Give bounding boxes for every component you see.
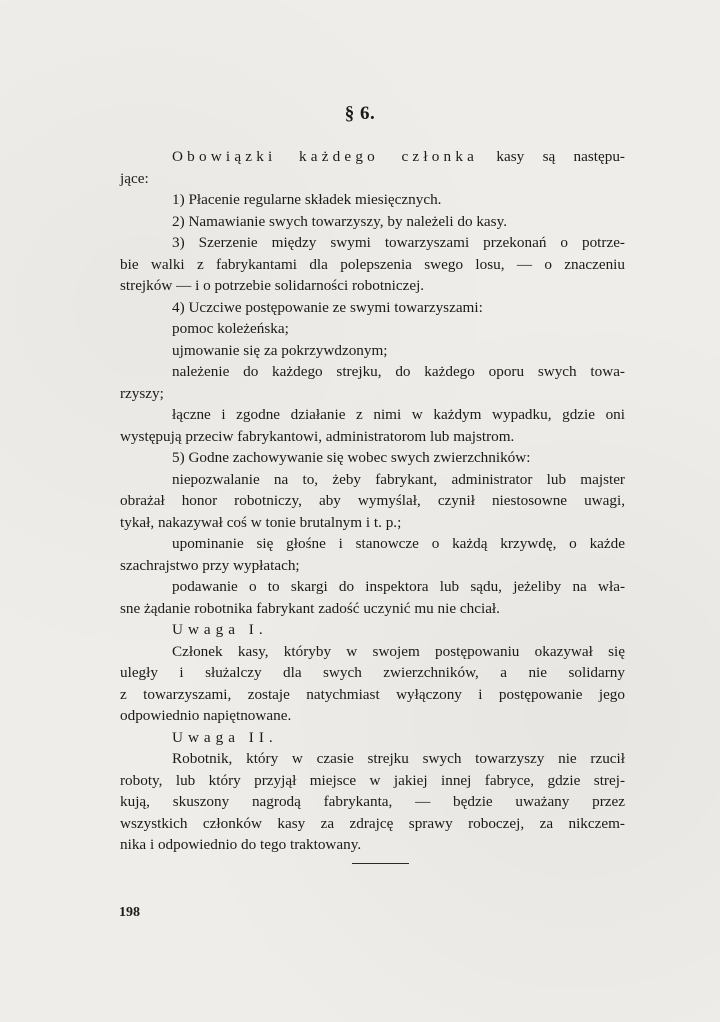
- sub-item: pomoc koleżeńska;: [172, 320, 289, 337]
- note-2-line: nika i odpowiednio do tego traktowany.: [120, 836, 362, 853]
- note-1-line: odpowiednio napiętnowane.: [120, 707, 292, 724]
- list-item-5: 5) Godne zachowywanie się wobec swych zwierzchników:: [172, 449, 531, 466]
- paragraph-line: szachrajstwo przy wypłatach;: [120, 556, 300, 574]
- sub-item: podawanie o to skargi do inspektora lub sądu, jeżeliby na wła-: [172, 578, 625, 595]
- paragraph-intro-line: [120, 146, 625, 168]
- note-2-line: roboty, lub który przyjął miejsce w jakiej innej fabryce, gdzie strej-: [120, 771, 625, 789]
- note-2-line: Robotnik, który w czasie strejku swych towarzyszy nie rzucił: [172, 750, 625, 767]
- sub-item: należenie do każdego strejku, do każdego oporu swych towa-: [172, 363, 625, 380]
- paragraph-line: obrażał honor robotniczy, aby wymyślał, czynił niestosowne uwagi,: [120, 492, 625, 509]
- page-number: 198: [119, 905, 140, 920]
- note-1-line: uległy i służalczy dla swych zwierzchników, a nie solidarny: [120, 664, 625, 681]
- section-divider: [352, 863, 409, 864]
- list-item-4: 4) Uczciwe postępowanie ze swymi towarzyszami:: [172, 298, 483, 316]
- note-2-line: wszystkich członków kasy za zdrajcę sprawy roboczej, za nikczem-: [120, 814, 625, 832]
- paragraph-line: rzyszy;: [120, 384, 164, 402]
- list-item-1: 1) Płacenie regularne składek miesięcznych.: [172, 191, 442, 208]
- emphasized-phrase: Obowiązki każdego członka: [172, 148, 479, 165]
- note-2-line: kują, skuszony nagrodą fabrykanta, — będzie uważany przez: [120, 793, 625, 810]
- text-fragment: kasy są następu-: [478, 148, 625, 165]
- sub-item: upominanie się głośne i stanowcze o każdą krzywdę, o każde: [172, 535, 625, 552]
- note-1-line: z towarzyszami, zostaje natychmiast wyłączony i postępowanie jego: [120, 685, 625, 703]
- paragraph-line: występują przeciw fabrykantowi, administratorom lub majstrom.: [120, 427, 515, 445]
- note-1-title: Uwaga I.: [172, 621, 268, 638]
- note-1-line: Członek kasy, któryby w swojem postępowaniu okazywał się: [172, 642, 625, 660]
- list-item-2: 2) Namawianie swych towarzyszy, by należeli do kasy.: [172, 212, 507, 230]
- document-body: [120, 146, 625, 856]
- paragraph-line: strejków — i o potrzebie solidarności robotniczej.: [120, 277, 425, 294]
- paragraph-line: jące:: [120, 169, 149, 187]
- section-heading: § 6.: [344, 103, 376, 124]
- note-2-title: Uwaga II.: [172, 728, 278, 746]
- paragraph-line: bie walki z fabrykantami dla polepszenia swego losu, — o znaczeniu: [120, 255, 625, 273]
- list-item-3: 3) Szerzenie między swymi towarzyszami przekonań o potrze-: [172, 234, 625, 251]
- sub-item: niepozwalanie na to, żeby fabrykant, administrator lub majster: [172, 470, 625, 488]
- sub-item: łączne i zgodne działanie z nimi w każdym wypadku, gdzie oni: [172, 406, 625, 423]
- paragraph-line: tykał, nakazywał coś w tonie brutalnym i t. p.;: [120, 513, 402, 531]
- paragraph-line: sne żądanie robotnika fabrykant zadość uczynić mu nie chciał.: [120, 599, 500, 617]
- sub-item: ujmowanie się za pokrzywdzonym;: [172, 341, 388, 359]
